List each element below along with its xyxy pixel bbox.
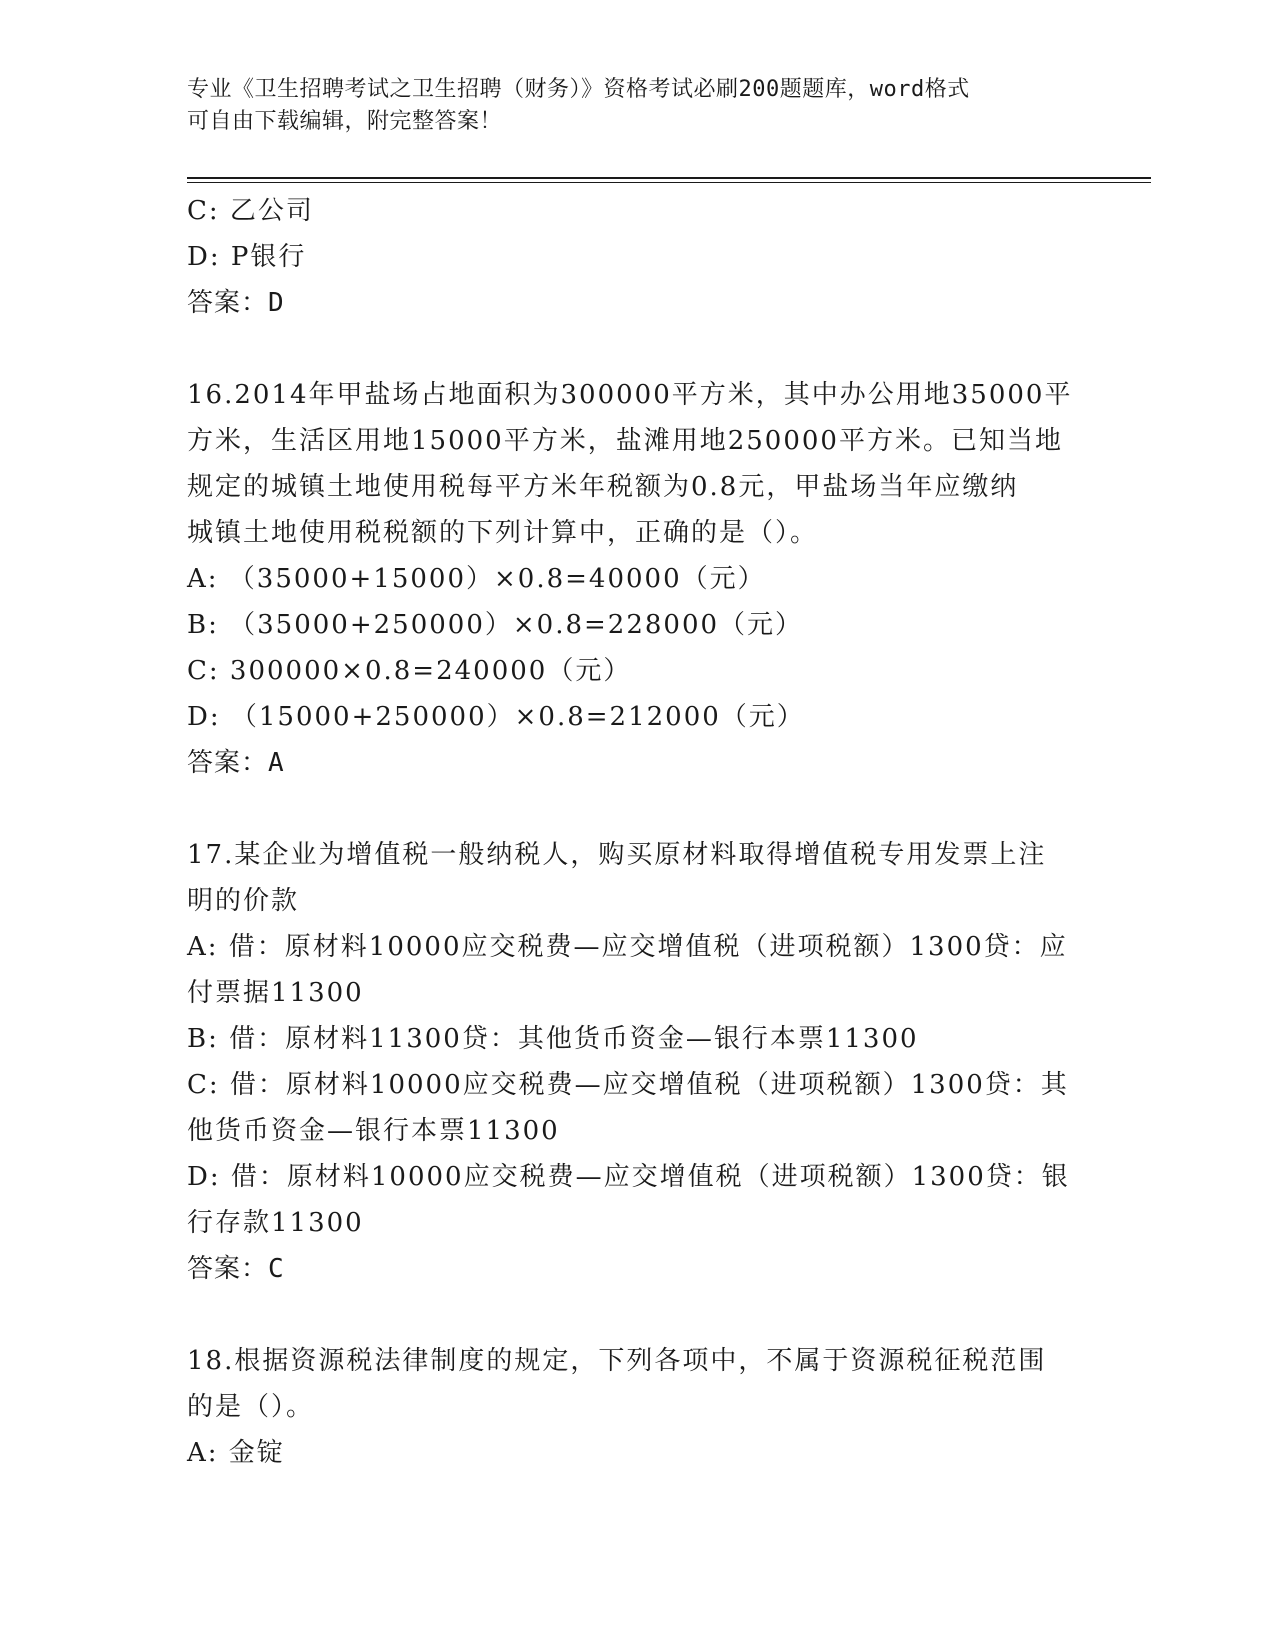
question-text-line: 17.某企业为增值税一般纳税人，购买原材料取得增值税专用发票上注 bbox=[187, 840, 1047, 870]
option-c: C: 乙公司 bbox=[187, 196, 314, 226]
question-17 bbox=[187, 832, 1087, 1292]
question-text-line: 16.2014年甲盐场占地面积为300000平方米，其中办公用地35000平 bbox=[187, 380, 1073, 410]
question-text-line: 方米，生活区用地15000平方米，盐滩用地250000平方米。已知当地 bbox=[187, 426, 1063, 456]
answer-line: 答案：C bbox=[187, 1254, 285, 1284]
option-a-continued: 付票据11300 bbox=[187, 978, 364, 1008]
question-text-line: 18.根据资源税法律制度的规定，下列各项中，不属于资源税征税范围 bbox=[187, 1346, 1047, 1376]
option-d-continued: 行存款11300 bbox=[187, 1208, 364, 1238]
question-18 bbox=[187, 1338, 1087, 1476]
header-line-1: 专业《卫生招聘考试之卫生招聘（财务）》资格考试必刷200题题库，word格式 bbox=[187, 77, 970, 102]
header-divider-thick bbox=[187, 177, 1151, 179]
option-c: C: 300000×0.8=240000（元） bbox=[187, 656, 632, 686]
header-divider-thin bbox=[187, 182, 1151, 183]
question-text-line: 的是（）。 bbox=[187, 1392, 315, 1422]
option-c: C: 借：原材料10000应交税费—应交增值税（进项税额）1300贷：其 bbox=[187, 1070, 1069, 1100]
question-text-line: 规定的城镇土地使用税每平方米年税额为0.8元，甲盐场当年应缴纳 bbox=[187, 472, 1019, 502]
option-d: D: P银行 bbox=[187, 242, 307, 272]
option-d: D: 借：原材料10000应交税费—应交增值税（进项税额）1300贷：银 bbox=[187, 1162, 1070, 1192]
option-b: B: （35000+250000）×0.8=228000（元） bbox=[187, 610, 804, 640]
question-16 bbox=[187, 372, 1087, 786]
page-header bbox=[187, 74, 1067, 138]
header-line-2: 可自由下载编辑，附完整答案！ bbox=[187, 109, 503, 134]
answer-line: 答案：A bbox=[187, 748, 285, 778]
option-c-continued: 他货币资金—银行本票11300 bbox=[187, 1116, 560, 1146]
document-body bbox=[187, 188, 1087, 1476]
spacer bbox=[187, 786, 1087, 832]
question-15-tail bbox=[187, 188, 1087, 326]
question-text-line: 城镇土地使用税税额的下列计算中，正确的是（）。 bbox=[187, 518, 819, 548]
option-a: A: 借：原材料10000应交税费—应交增值税（进项税额）1300贷：应 bbox=[187, 932, 1068, 962]
spacer bbox=[187, 1292, 1087, 1338]
option-d: D: （15000+250000）×0.8=212000（元） bbox=[187, 702, 805, 732]
question-text-line: 明的价款 bbox=[187, 886, 300, 916]
answer-line: 答案：D bbox=[187, 288, 285, 318]
option-b: B: 借：原材料11300贷：其他货币资金—银行本票11300 bbox=[187, 1024, 919, 1054]
option-a: A: 金锭 bbox=[187, 1438, 285, 1468]
option-a: A: （35000+15000）×0.8=40000（元） bbox=[187, 564, 766, 594]
spacer bbox=[187, 326, 1087, 372]
